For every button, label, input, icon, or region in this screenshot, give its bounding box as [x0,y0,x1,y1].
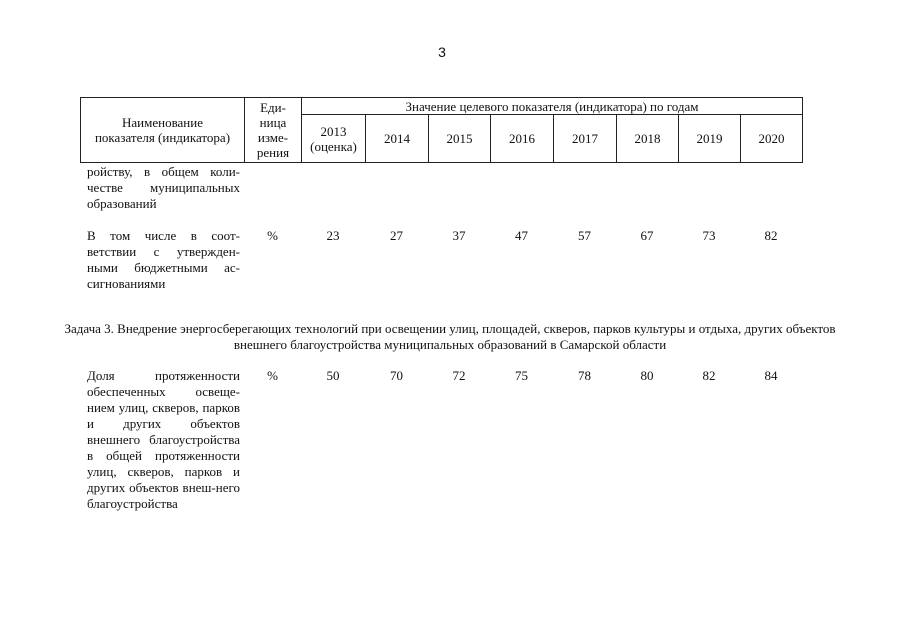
indicator-table-header [80,97,803,163]
indicator-value: 82 [764,228,778,243]
indicator-value: 23 [326,228,340,243]
indicator-name: Доля протяженности обеспеченных освеще-нием улиц, скверов, парков и других объектов внешнего благоустройства в общей протяженности улиц, скверов, парков и других объектов внеш-него благоустройства [87,368,240,511]
indicator-unit: % [267,368,278,383]
header-year: 2014 [366,115,429,163]
header-year: 2015 [429,115,491,163]
indicator-value: 47 [515,228,528,243]
header-year: 2017 [554,115,617,163]
indicator-value: 57 [578,228,591,243]
indicator-name: В том числе в соот-ветствии с утвержден-ными бюджетными ас-сигнованиями [87,228,240,291]
indicator-value: 84 [764,368,778,383]
header-indicator-name: Наименование показателя (индикатора) [81,98,245,163]
indicator-value: 72 [452,368,466,383]
indicator-value: 67 [640,228,654,243]
indicator-value: 73 [702,228,716,243]
indicator-value: 78 [578,368,591,383]
header-year: 2013 (оценка) [302,115,366,163]
header-year: 2020 [741,115,803,163]
page-number: 3 [438,44,446,60]
indicator-value: 27 [390,228,403,243]
header-unit: Еди- ница изме- рения [245,98,302,163]
header-year: 2016 [491,115,554,163]
header-year: 2018 [617,115,679,163]
indicator-value: 50 [326,368,340,383]
indicator-unit: % [267,228,278,243]
indicator-value: 37 [452,228,466,243]
task-3-heading: Задача 3. Внедрение энергосберегающих технологий при освещении улиц, площадей, скверов, парков культуры и отдыха, других объектов внешнего благоустройства муниципальных образований в Самарской области [64,321,836,352]
indicator-value: 80 [640,368,654,383]
indicator-name: ройству, в общем коли-честве муниципальных образований [87,164,240,211]
indicator-value: 75 [515,368,528,383]
indicator-value: 82 [702,368,716,383]
header-values-by-year: Значение целевого показателя (индикатора) по годам [302,98,803,115]
indicator-value: 70 [390,368,403,383]
header-year: 2019 [679,115,741,163]
